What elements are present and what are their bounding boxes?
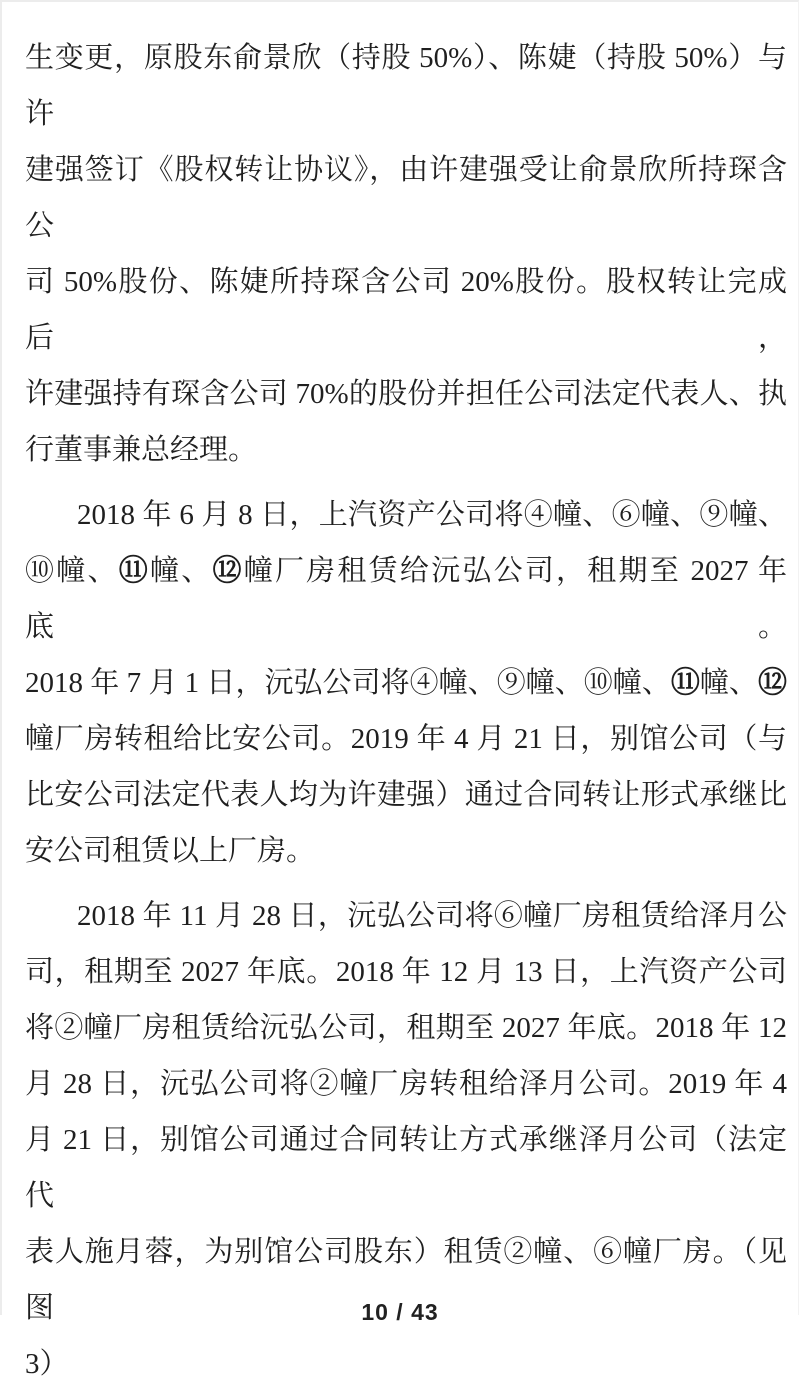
paragraph: [25, 30, 787, 478]
page-number-indicator: 10 / 43: [361, 1299, 439, 1325]
paragraph-line: 许建强持有琛含公司 70%的股份并担任公司法定代表人、执: [25, 378, 787, 410]
paragraph-line: 3）: [25, 1348, 69, 1380]
paragraph-line: 2018 年 7 月 1 日，沅弘公司将④幢、⑨幢、⑩幢、⑪幢、⑫: [25, 667, 787, 699]
paragraph-line: 2018 年 11 月 28 日，沅弘公司将⑥幢厂房租赁给泽月公: [77, 900, 787, 932]
paragraph-line: 司 50%股份、陈婕所持琛含公司 20%股份。股权转让完成后，: [25, 266, 787, 354]
paragraph-line: 生变更，原股东俞景欣（持股 50%）、陈婕（持股 50%）与许: [25, 42, 787, 130]
paragraph-line: ⑩幢、⑪幢、⑫幢厂房租赁给沅弘公司，租期至 2027 年底。: [25, 555, 787, 643]
paragraph-line: 建强签订《股权转让协议》，由许建强受让俞景欣所持琛含公: [25, 154, 787, 242]
paragraph-line: 将②幢厂房租赁给沅弘公司，租期至 2027 年底。2018 年 12: [25, 1012, 787, 1044]
paragraph-line: 比安公司法定代表人均为许建强）通过合同转让形式承继比: [25, 779, 787, 811]
paragraph: [25, 487, 787, 879]
paragraph-line: 幢厂房转租给比安公司。2019 年 4 月 21 日，别馆公司（与: [25, 723, 787, 755]
paragraph-line: 司，租期至 2027 年底。2018 年 12 月 13 日，上汽资产公司: [25, 956, 787, 988]
paragraph-line: 表人施月蓉，为别馆公司股东）租赁②幢、⑥幢厂房。（见图: [25, 1236, 787, 1324]
paragraph-line: 月 28 日，沅弘公司将②幢厂房转租给泽月公司。2019 年 4: [25, 1068, 787, 1100]
paragraph-line: 2018 年 6 月 8 日，上汽资产公司将④幢、⑥幢、⑨幢、: [77, 499, 787, 531]
paragraph-line: 月 21 日，别馆公司通过合同转让方式承继泽月公司（法定代: [25, 1124, 787, 1212]
paragraph-line: 安公司租赁以上厂房。: [25, 835, 316, 867]
paragraph-line: 行董事兼总经理。: [25, 434, 258, 466]
document-body: [25, 30, 787, 1392]
page-footer: [2, 1299, 798, 1326]
